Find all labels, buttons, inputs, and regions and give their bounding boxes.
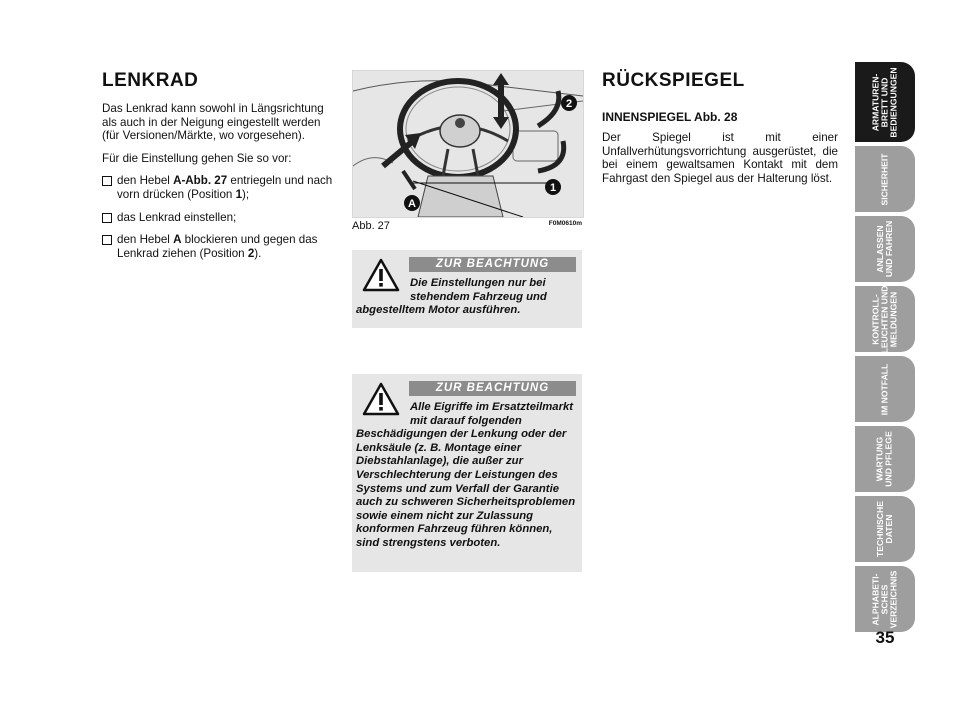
figure-marker-a: A [408, 198, 416, 210]
tab-im-notfall[interactable]: IM NOTFALL [855, 356, 915, 422]
tab-sicherheit[interactable]: SICHERHEIT [855, 146, 915, 212]
tab-technische-daten[interactable]: TECHNISCHE DATEN [855, 496, 915, 562]
figure-caption-label: Abb. 27 [352, 220, 390, 232]
lenkrad-steps [102, 174, 338, 260]
list-item: das Lenkrad einstellen; [102, 211, 338, 225]
list-item: den Hebel A-Abb. 27 entriegeln und nach vorn drücken (Position 1); [102, 174, 338, 201]
lenkrad-steps-intro: Für die Einstellung gehen Sie so vor: [102, 151, 292, 165]
rueckspiegel-text: Der Spiegel ist mit einer Unfallverhütungsvorrichtung ausgerüstet, die bei einem gewaltsamen Kontakt mit dem Fahrgast den Spiegel aus der Halterung löst. [602, 131, 838, 185]
page-number: 35 [875, 628, 895, 647]
tab-kontrollleuchten[interactable]: KONTROLL- LEUCHTEN UND MELDUNGEN [855, 286, 915, 352]
warning-box-2 [352, 374, 582, 572]
figure-code: F0M0610m [548, 220, 582, 227]
figure-marker-2: 2 [565, 98, 573, 110]
lenkrad-section [102, 70, 338, 269]
steering-wheel-drawing [353, 71, 583, 217]
rueckspiegel-section [602, 70, 838, 185]
checkbox-bullet-icon [102, 235, 112, 245]
rueckspiegel-title: RÜCKSPIEGEL [602, 70, 745, 91]
checkbox-bullet-icon [102, 213, 112, 223]
figure-marker-1: 1 [549, 182, 557, 194]
lenkrad-title: LENKRAD [102, 70, 199, 91]
warning-badge: ZUR BEACHTUNG [409, 381, 576, 396]
steering-wheel-illustration [352, 70, 584, 218]
innenspiegel-subtitle: INNENSPIEGEL Abb. 28 [602, 110, 738, 124]
tab-anlassen-und-fahren[interactable]: ANLASSEN UND FAHREN [855, 216, 915, 282]
tab-wartung-und-pflege[interactable]: WARTUNG UND PFLEGE [855, 426, 915, 492]
list-item: den Hebel A blockieren und gegen das Lenkrad ziehen (Position 2). [102, 233, 338, 260]
tab-armaturenbrett[interactable]: ARMATUREN- BRETT UND BEDIENGUNGEN [855, 62, 915, 142]
warning-text: Alle Eigriffe im Ersatzteilmarkt mit darauf folgenden Beschädigungen der Lenkung oder der Lenksäule (z. B. Montage einer Diebstahlanlage), die außer zur Verschlechterung der Leistungen des Systems und zum Verfall der Garantie auch zu schweren Sicherheitsproblemen sowie einem nicht zur Zulassung konformen Fahrzeug führen können, sind strengstens verboten. [356, 401, 576, 549]
warning-badge: ZUR BEACHTUNG [409, 257, 576, 272]
warning-text: Die Einstellungen nur bei stehendem Fahrzeug und abgestelltem Motor ausführen. [356, 277, 547, 317]
figure-caption [352, 220, 582, 232]
warning-box-1 [352, 250, 582, 328]
checkbox-bullet-icon [102, 176, 112, 186]
lenkrad-intro: Das Lenkrad kann sowohl in Längsrichtung als auch in der Neigung eingestellt werden (für Versionen/Märkte, wo vorgesehen). [102, 102, 324, 143]
tab-verzeichnis[interactable]: ALPHABETI- SCHES VERZEICHNIS [855, 566, 915, 632]
